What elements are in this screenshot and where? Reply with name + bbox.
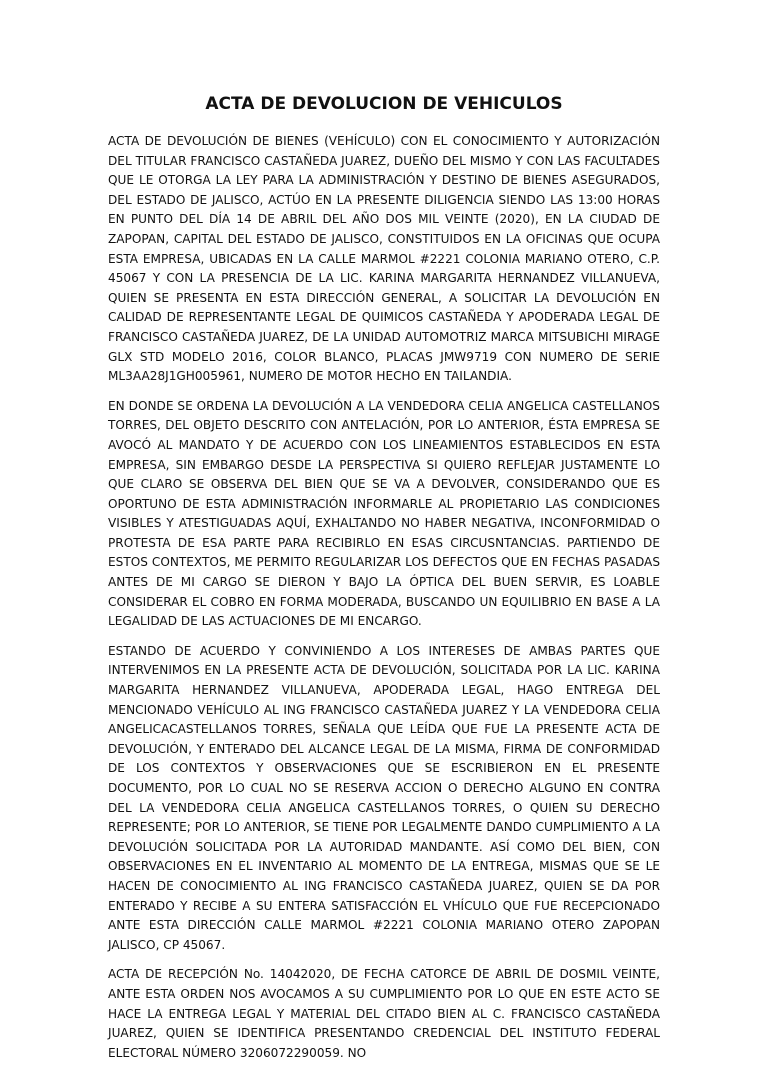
document-body	[108, 92, 660, 1073]
paragraph-4: ACTA DE RECEPCIÓN No. 14042020, DE FECHA CATORCE DE ABRIL DE DOSMIL VEINTE, ANTE ESTA ORDEN NOS AVOCAMOS A SU CUMPLIMIENTO POR LO QUE EN ESTE ACTO SE HACE LA ENTREGA LEGAL Y MATERIAL DEL CITADO BIEN AL C. FRANCISCO CASTAÑEDA JUAREZ, QUIEN SE IDENTIFICA PRESENTANDO CREDENCIAL DEL INSTITUTO FEDERAL ELECTORAL NÚMERO 3206072290059. NO	[108, 967, 660, 1060]
paragraph-1: ACTA DE DEVOLUCIÓN DE BIENES (VEHÍCULO) CON EL CONOCIMIENTO Y AUTORIZACIÓN DEL TITULAR FRANCISCO CASTAÑEDA JUAREZ, DUEÑO DEL MISMO Y CON LAS FACULTADES QUE LE OTORGA LA LEY PARA LA ADMINISTRACIÓN Y DESTINO DE BIENES ASEGURADOS, DEL ESTADO DE JALISCO, ACTÚO EN LA PRESENTE DILIGENCIA SIENDO LAS 13:00 HORAS EN PUNTO DEL DÍA 14 DE ABRIL DEL AÑO DOS MIL VEINTE (2020), EN LA CIUDAD DE ZAPOPAN, CAPITAL DEL ESTADO DE JALISCO, CONSTITUIDOS EN LA OFICINAS QUE OCUPA ESTA EMPRESA, UBICADAS EN LA CALLE MARMOL #2221 COLONIA MARIANO OTERO, C.P. 45067 Y CON LA PRESENCIA DE LA LIC. KARINA MARGARITA HERNANDEZ VILLANUEVA, QUIEN SE PRESENTA EN ESTA DIRECCIÓN GENERAL, A SOLICITAR LA DEVOLUCIÓN EN CALIDAD DE REPRESENTANTE LEGAL DE QUIMICOS CASTAÑEDA Y APODERADA LEGAL DE FRANCISCO CASTAÑEDA JUAREZ, DE LA UNIDAD AUTOMOTRIZ MARCA MITSUBICHI MIRAGE GLX STD MODELO 2016, COLOR BLANCO, PLACAS JMW9719 CON NUMERO DE SERIE ML3AA28J1GH005961, NUMERO DE MOTOR HECHO EN TAILANDIA.	[108, 134, 660, 384]
paragraph-3: ESTANDO DE ACUERDO Y CONVINIENDO A LOS INTERESES DE AMBAS PARTES QUE INTERVENIMOS EN LA PRESENTE ACTA DE DEVOLUCIÓN, SOLICITADA POR LA LIC. KARINA MARGARITA HERNANDEZ VILLANUEVA, APODERADA LEGAL, HAGO ENTREGA DEL MENCIONADO VEHÍCULO AL ING FRANCISCO CASTAÑEDA JUAREZ Y LA VENDEDORA CELIA ANGELICACASTELLANOS TORRES, SEÑALA QUE LEÍDA QUE FUE LA PRESENTE ACTA DE DEVOLUCIÓN, Y ENTERADO DEL ALCANCE LEGAL DE LA MISMA, FIRMA DE CONFORMIDAD DE LOS CONTEXTOS Y OBSERVACIONES QUE SE ESCRIBIERON EN EL PRESENTE DOCUMENTO, POR LO CUAL NO SE RESERVA ACCION O DERECHO ALGUNO EN CONTRA DEL LA VENDEDORA CELIA ANGELICA CASTELLANOS TORRES, O QUIEN SU DERECHO REPRESENTE; POR LO ANTERIOR, SE TIENE POR LEGALMENTE DANDO CUMPLIMIENTO A LA DEVOLUCIÓN SOLICITADA POR LA AUTORIDAD MANDANTE. ASÍ COMO DEL BIEN, CON OBSERVACIONES EN EL INVENTARIO AL MOMENTO DE LA ENTREGA, MISMAS QUE SE LE HACEN DE CONOCIMIENTO AL ING FRANCISCO CASTAÑEDA JUAREZ, QUIEN SE DA POR ENTERADO Y RECIBE A SU ENTERA SATISFACCIÓN EL VHÍCULO QUE FUE RECEPCIONADO ANTE ESTA DIRECCIÓN CALLE MARMOL #2221 COLONIA MARIANO OTERO ZAPOPAN JALISCO, CP 45067.	[108, 643, 660, 952]
paragraph-2: EN DONDE SE ORDENA LA DEVOLUCIÓN A LA VENDEDORA CELIA ANGELICA CASTELLANOS TORRES, DEL OBJETO DESCRITO CON ANTELACIÓN, POR LO ANTERIOR, ÉSTA EMPRESA SE AVOCÓ AL MANDATO Y DE ACUERDO CON LOS LINEAMIENTOS ESTABLECIDOS EN ESTA EMPRESA, SIN EMBARGO DESDE LA PERSPECTIVA SI QUIERO REFLEJAR JUSTAMENTE LO QUE CLARO SE OBSERVA DEL BIEN QUE SE VA A DEVOLVER, CONSIDERANDO QUE ES OPORTUNO DE ESTA ADMINISTRACIÓN INFORMARLE AL PROPIETARIO LAS CONDICIONES VISIBLES Y ATESTIGUADAS AQUÍ, EXHALTANDO NO HABER NEGATIVA, INCONFORMIDAD O PROTESTA DE ESA PARTE PARA RECIBIRLO EN ESAS CIRCUSNTANCIAS. PARTIENDO DE ESTOS CONTEXTOS, ME PERMITO REGULARIZAR LOS DEFECTOS QUE EN FECHAS PASADAS ANTES DE MI CARGO SE DIERON Y BAJO LA ÓPTICA DEL BUEN SERVIR, ES LOABLE CONSIDERAR EL COBRO EN FORMA MODERADA, BUSCANDO UN EQUILIBRIO EN BASE A LA LEGALIDAD DE LAS ACTUACIONES DE MI ENCARGO.	[108, 398, 660, 629]
document-title: ACTA DE DEVOLUCION DE VEHICULOS	[205, 94, 563, 114]
